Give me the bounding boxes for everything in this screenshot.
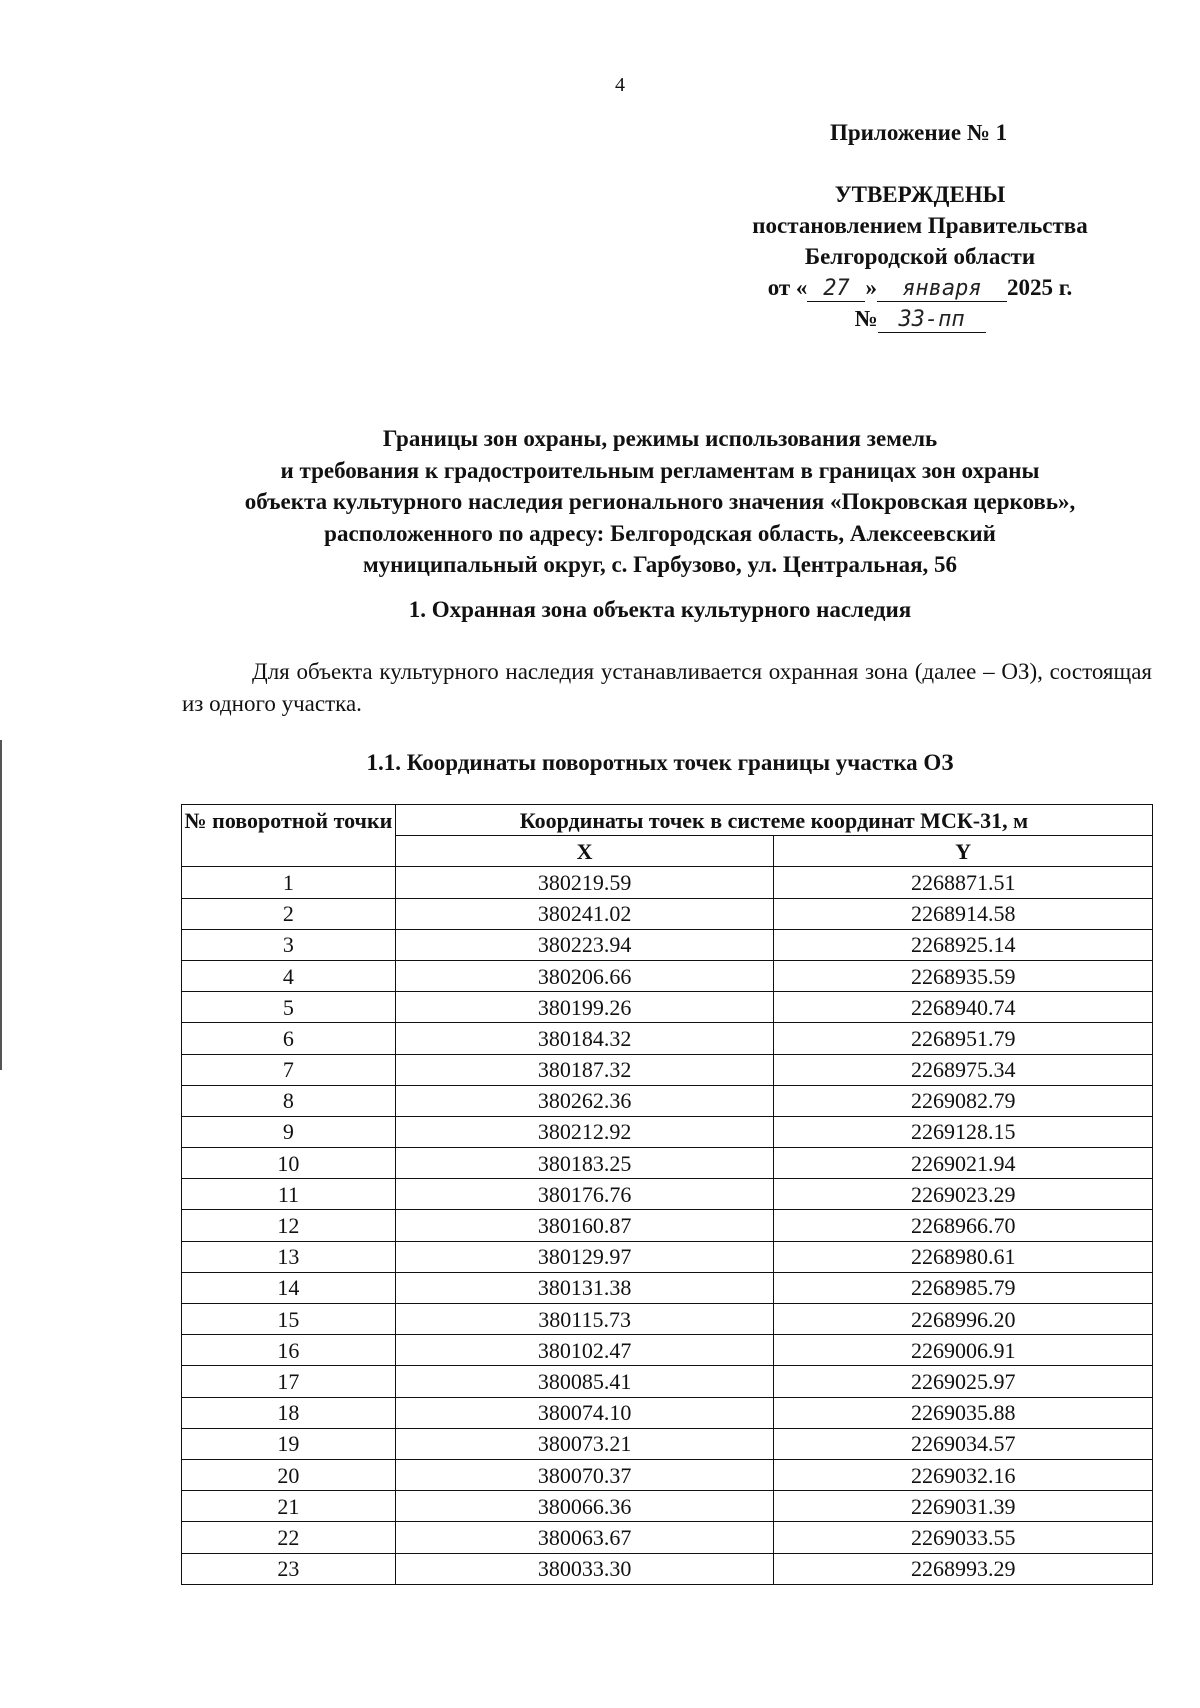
point-number-cell: 3 bbox=[182, 929, 396, 960]
y-coordinate-cell: 2268951.79 bbox=[774, 1023, 1153, 1054]
table-row bbox=[182, 1553, 1153, 1584]
x-coordinate-cell: 380073.21 bbox=[395, 1428, 774, 1459]
point-number-cell: 7 bbox=[182, 1054, 396, 1085]
x-coordinate-cell: 380063.67 bbox=[395, 1522, 774, 1553]
table-row bbox=[182, 1054, 1153, 1085]
date-month: января bbox=[877, 277, 1007, 302]
y-coordinate-cell: 2269033.55 bbox=[774, 1522, 1153, 1553]
approved-label: УТВЕРЖДЕНЫ bbox=[834, 182, 1006, 207]
point-number-cell: 19 bbox=[182, 1428, 396, 1459]
y-coordinate-cell: 2269031.39 bbox=[774, 1491, 1153, 1522]
y-coordinate-cell: 2269023.29 bbox=[774, 1179, 1153, 1210]
point-number-cell: 5 bbox=[182, 992, 396, 1023]
header-y: Y bbox=[774, 836, 1153, 867]
table-row bbox=[182, 1366, 1153, 1397]
title-line-1: Границы зон охраны, режимы использования земель bbox=[382, 426, 938, 451]
y-coordinate-cell: 2269034.57 bbox=[774, 1428, 1153, 1459]
x-coordinate-cell: 380102.47 bbox=[395, 1335, 774, 1366]
appendix-label: Приложение № 1 bbox=[830, 120, 1008, 145]
point-number-cell: 1 bbox=[182, 867, 396, 898]
date-year: 2025 г. bbox=[1006, 275, 1073, 300]
x-coordinate-cell: 380262.36 bbox=[395, 1085, 774, 1116]
title-line-3: объекта культурного наследия регионального значения «Покровская церковь», bbox=[244, 489, 1076, 514]
point-number-cell: 6 bbox=[182, 1023, 396, 1054]
section-1-paragraph: Для объекта культурного наследия устанавливается охранная зона (далее – ОЗ), состоящая из одного участка. bbox=[182, 659, 1152, 716]
number-prefix: № bbox=[854, 306, 878, 331]
point-number-cell: 20 bbox=[182, 1459, 396, 1490]
point-number-cell: 21 bbox=[182, 1491, 396, 1522]
point-number-cell: 14 bbox=[182, 1272, 396, 1303]
point-number-cell: 9 bbox=[182, 1116, 396, 1147]
table-row bbox=[182, 1397, 1153, 1428]
point-number-cell: 18 bbox=[182, 1397, 396, 1428]
document-title bbox=[160, 423, 1160, 581]
point-number-cell: 23 bbox=[182, 1553, 396, 1584]
table-row bbox=[182, 1179, 1153, 1210]
y-coordinate-cell: 2268871.51 bbox=[774, 867, 1153, 898]
table-row bbox=[182, 1210, 1153, 1241]
document-number: 33-пп bbox=[878, 308, 986, 333]
y-coordinate-cell: 2268980.61 bbox=[774, 1241, 1153, 1272]
y-coordinate-cell: 2269006.91 bbox=[774, 1335, 1153, 1366]
point-number-cell: 10 bbox=[182, 1148, 396, 1179]
x-coordinate-cell: 380074.10 bbox=[395, 1397, 774, 1428]
table-row bbox=[182, 1148, 1153, 1179]
x-coordinate-cell: 380183.25 bbox=[395, 1148, 774, 1179]
x-coordinate-cell: 380212.92 bbox=[395, 1116, 774, 1147]
point-number-cell: 17 bbox=[182, 1366, 396, 1397]
coordinates-table bbox=[181, 804, 1153, 1585]
y-coordinate-cell: 2268975.34 bbox=[774, 1054, 1153, 1085]
header-point-number: № поворотной точки bbox=[182, 805, 396, 867]
y-coordinate-cell: 2268940.74 bbox=[774, 992, 1153, 1023]
point-number-cell: 4 bbox=[182, 960, 396, 991]
y-coordinate-cell: 2269128.15 bbox=[774, 1116, 1153, 1147]
y-coordinate-cell: 2269025.97 bbox=[774, 1366, 1153, 1397]
title-line-2: и требования к градостроительным регламентам в границах зон охраны bbox=[280, 457, 1040, 483]
title-line-5: муниципальный округ, с. Гарбузово, ул. Центральная, 56 bbox=[362, 552, 958, 577]
header-x: X bbox=[395, 836, 774, 867]
x-coordinate-cell: 380070.37 bbox=[395, 1459, 774, 1490]
table-row bbox=[182, 929, 1153, 960]
table-row bbox=[182, 1335, 1153, 1366]
table-row bbox=[182, 1116, 1153, 1147]
page-number: 4 bbox=[615, 74, 625, 96]
y-coordinate-cell: 2268935.59 bbox=[774, 960, 1153, 991]
table-row bbox=[182, 1428, 1153, 1459]
y-coordinate-cell: 2268914.58 bbox=[774, 898, 1153, 929]
table-row bbox=[182, 1459, 1153, 1490]
point-number-cell: 12 bbox=[182, 1210, 396, 1241]
x-coordinate-cell: 380206.66 bbox=[395, 960, 774, 991]
x-coordinate-cell: 380160.87 bbox=[395, 1210, 774, 1241]
y-coordinate-cell: 2268925.14 bbox=[774, 929, 1153, 960]
title-line-4: расположенного по адресу: Белгородская область, Алексеевский bbox=[324, 520, 996, 546]
x-coordinate-cell: 380241.02 bbox=[395, 898, 774, 929]
x-coordinate-cell: 380131.38 bbox=[395, 1272, 774, 1303]
table-row bbox=[182, 1272, 1153, 1303]
scan-edge-artifact bbox=[0, 740, 2, 1070]
date-prefix: от « bbox=[767, 275, 808, 300]
table-row bbox=[182, 867, 1153, 898]
x-coordinate-cell: 380033.30 bbox=[395, 1553, 774, 1584]
table-row bbox=[182, 960, 1153, 991]
approval-line-2: Белгородской области bbox=[804, 244, 1036, 269]
y-coordinate-cell: 2268993.29 bbox=[774, 1553, 1153, 1584]
coordinates-table-body bbox=[182, 867, 1153, 1584]
point-number-cell: 13 bbox=[182, 1241, 396, 1272]
point-number-cell: 16 bbox=[182, 1335, 396, 1366]
y-coordinate-cell: 2269021.94 bbox=[774, 1148, 1153, 1179]
x-coordinate-cell: 380129.97 bbox=[395, 1241, 774, 1272]
x-coordinate-cell: 380085.41 bbox=[395, 1366, 774, 1397]
point-number-cell: 22 bbox=[182, 1522, 396, 1553]
approval-date bbox=[740, 272, 1100, 303]
point-number-cell: 11 bbox=[182, 1179, 396, 1210]
y-coordinate-cell: 2268985.79 bbox=[774, 1272, 1153, 1303]
approval-number bbox=[740, 303, 1100, 334]
y-coordinate-cell: 2269032.16 bbox=[774, 1459, 1153, 1490]
header-coordinates: Координаты точек в системе координат МСК-31, м bbox=[395, 805, 1152, 836]
x-coordinate-cell: 380219.59 bbox=[395, 867, 774, 898]
y-coordinate-cell: 2268996.20 bbox=[774, 1304, 1153, 1335]
table-row bbox=[182, 1023, 1153, 1054]
table-row bbox=[182, 1304, 1153, 1335]
approval-block bbox=[740, 179, 1100, 334]
x-coordinate-cell: 380176.76 bbox=[395, 1179, 774, 1210]
section-1-heading: 1. Охранная зона объекта культурного наследия bbox=[408, 597, 912, 622]
x-coordinate-cell: 380066.36 bbox=[395, 1491, 774, 1522]
point-number-cell: 8 bbox=[182, 1085, 396, 1116]
x-coordinate-cell: 380223.94 bbox=[395, 929, 774, 960]
y-coordinate-cell: 2268966.70 bbox=[774, 1210, 1153, 1241]
x-coordinate-cell: 380184.32 bbox=[395, 1023, 774, 1054]
y-coordinate-cell: 2269082.79 bbox=[774, 1085, 1153, 1116]
table-row bbox=[182, 1085, 1153, 1116]
y-coordinate-cell: 2269035.88 bbox=[774, 1397, 1153, 1428]
approval-line-1: постановлением Правительства bbox=[752, 213, 1088, 238]
table-row bbox=[182, 1491, 1153, 1522]
date-mid: » bbox=[865, 275, 877, 300]
x-coordinate-cell: 380115.73 bbox=[395, 1304, 774, 1335]
x-coordinate-cell: 380187.32 bbox=[395, 1054, 774, 1085]
x-coordinate-cell: 380199.26 bbox=[395, 992, 774, 1023]
table-row bbox=[182, 1522, 1153, 1553]
subsection-1-1-heading: 1.1. Координаты поворотных точек границы участка ОЗ bbox=[366, 750, 954, 775]
table-row bbox=[182, 992, 1153, 1023]
table-row bbox=[182, 898, 1153, 929]
point-number-cell: 2 bbox=[182, 898, 396, 929]
point-number-cell: 15 bbox=[182, 1304, 396, 1335]
table-row bbox=[182, 1241, 1153, 1272]
date-day: 27 bbox=[807, 277, 865, 302]
